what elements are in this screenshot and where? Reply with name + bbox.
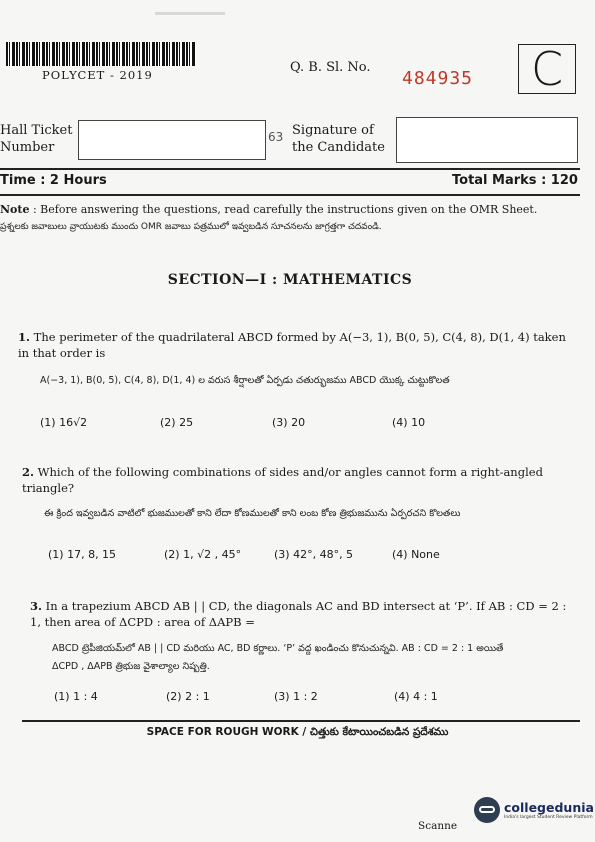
exam-name: POLYCET - 2019 (42, 68, 153, 82)
option-3[interactable]: (3) 42°, 48°, 5 (274, 548, 354, 561)
qb-serial-label: Q. B. Sl. No. (290, 60, 371, 75)
divider (0, 194, 580, 196)
instruction-note-telugu: ప్రశ్నలకు జవాబులు వ్రాయుటకు ముందు OMR జవాబు పత్రములో ఇవ్వబడిన సూచనలను జాగ్రత్తగా చదవండి. (0, 222, 382, 232)
question-text: In a trapezium ABCD AB | | CD, the diagonals AC and BD intersect at ‘P’. If AB : CD = 2 : 1, then area of ΔCPD : area of ΔAPB = (30, 599, 567, 629)
question-number: 3. (30, 599, 43, 613)
question-3-telugu-line-1: ABCD ట్రెపీజియమ్‌లో AB | | CD మరియు AC, BD కర్ణాలు. ‘P’ వద్ద ఖండించు కొనుచున్నవి. AB : CD = 2 : 1 అయితే (52, 643, 504, 654)
hall-ticket-scribble: 63 (268, 130, 284, 144)
question-3 (30, 598, 576, 630)
hall-ticket-label: Hall Ticket Number (0, 123, 73, 155)
question-3-telugu-line-2: ΔCPD , ΔAPB త్రిభుజ వైశాల్యాల నిష్పత్తి. (52, 661, 210, 672)
brand-name: collegedunia (504, 800, 594, 815)
option-4[interactable]: (4) 4 : 1 (394, 690, 438, 703)
option-3[interactable]: (3) 1 : 2 (274, 690, 318, 703)
qb-serial-number: 484935 (402, 68, 474, 89)
total-marks: Total Marks : 120 (452, 173, 578, 188)
divider (22, 720, 580, 722)
brand-logo (474, 797, 594, 823)
question-number: 1. (18, 330, 31, 344)
option-1[interactable]: (1) 17, 8, 15 (48, 548, 117, 561)
option-1[interactable]: (1) 1 : 4 (54, 690, 98, 703)
question-number: 2. (22, 465, 35, 479)
question-1-telugu: A(−3, 1), B(0, 5), C(4, 8), D(1, 4) ల వరుస శీర్షాలతో ఏర్పడు చతుర్భుజము ABCD యొక్క చుట్టుకొలత (40, 375, 450, 386)
question-1 (18, 329, 576, 361)
instruction-note: Note : Before answering the questions, read carefully the instructions given on the OMR Sheet. (0, 203, 538, 216)
divider (0, 168, 580, 170)
option-4[interactable]: (4) 10 (392, 416, 426, 429)
barcode (6, 42, 196, 66)
scanned-watermark: Scanne (418, 820, 458, 832)
question-text: The perimeter of the quadrilateral ABCD formed by A(−3, 1), B(0, 5), C(4, 8), D(1, 4) taken in that order is (18, 330, 566, 360)
hall-ticket-field[interactable] (78, 120, 266, 160)
brand-mascot-icon (474, 797, 500, 823)
question-2 (22, 464, 580, 496)
option-2[interactable]: (2) 25 (160, 416, 194, 429)
option-4[interactable]: (4) None (392, 548, 440, 561)
option-1[interactable]: (1) 16√2 (40, 416, 88, 429)
brand-tagline: India's largest Student Review Platform (504, 815, 593, 820)
signature-field[interactable] (396, 117, 578, 163)
booklet-set-code: C (518, 44, 576, 94)
question-text: Which of the following combinations of sides and/or angles cannot form a right-angled triangle? (22, 465, 543, 495)
exam-time: Time : 2 Hours (0, 173, 107, 188)
scan-mark (155, 12, 225, 15)
rough-work-label: SPACE FOR ROUGH WORK / చిత్తుకు కేటాయించబడిన ప్రదేశము (146, 726, 449, 738)
option-3[interactable]: (3) 20 (272, 416, 306, 429)
option-2[interactable]: (2) 2 : 1 (166, 690, 210, 703)
question-2-telugu: ఈ క్రింద ఇవ్వబడిన వాటిలో భుజములతో కాని లేదా కోణములతో కాని లంబ కోణ త్రిభుజమును ఏర్పరచని కొలతలు (44, 508, 461, 519)
option-2[interactable]: (2) 1, √2 , 45° (164, 548, 242, 561)
section-title: SECTION—I : MATHEMATICS (167, 272, 413, 288)
signature-label: Signature of the Candidate (292, 123, 385, 155)
